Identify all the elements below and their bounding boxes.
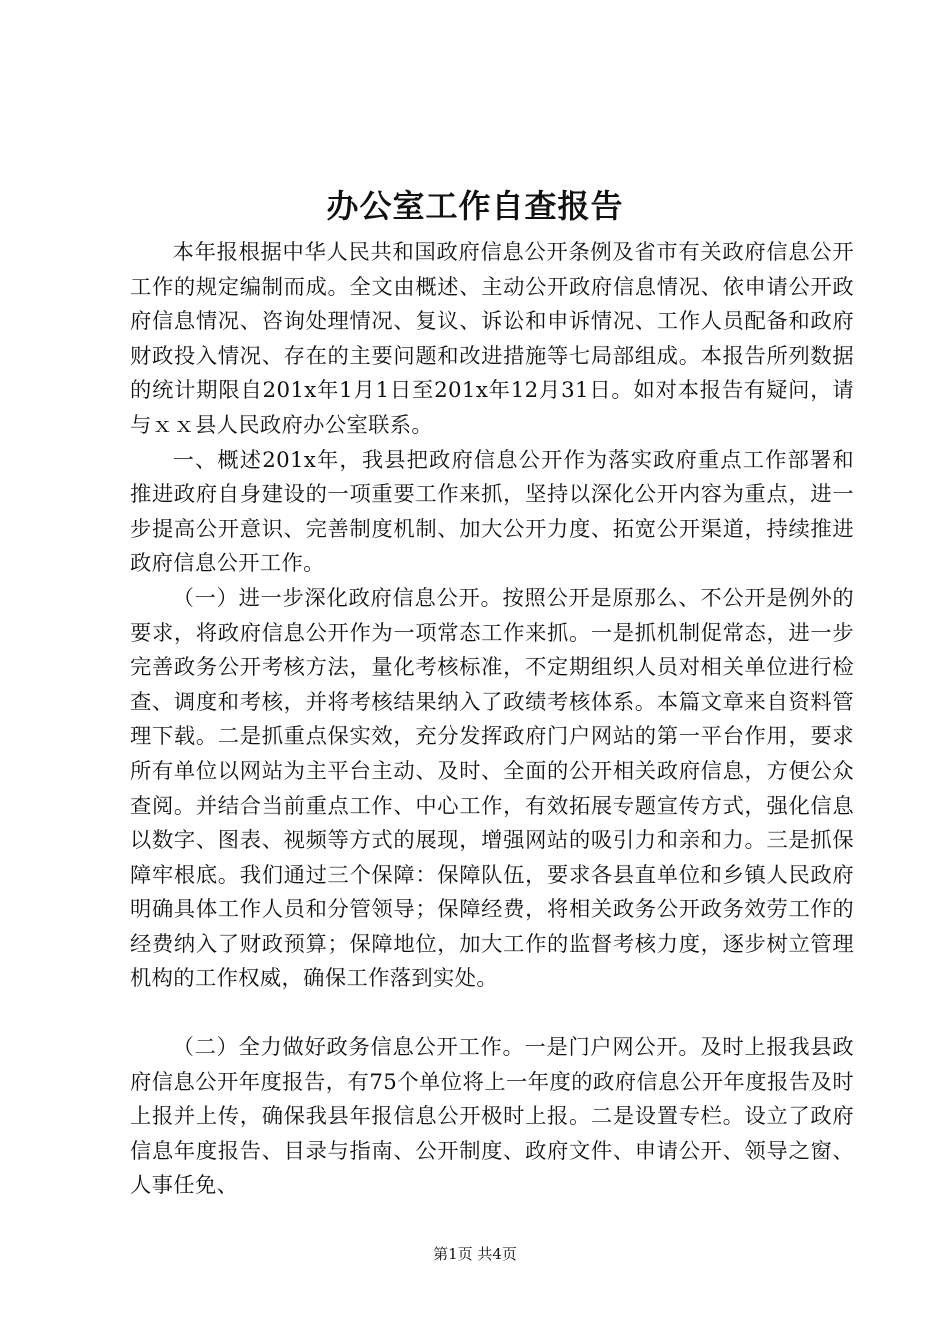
paragraph-overview: 一、概述201x年，我县把政府信息公开作为落实政府重点工作部署和推进政府自身建设的一项重要工作来抓，坚持以深化公开内容为重点，进一步提高公开意识、完善制度机制、加大公开力度、拓宽公开渠道，持续推进政府信息公开工作。 [130, 447, 854, 577]
paragraph-intro: 本年报根据中华人民共和国政府信息公开条例及省市有关政府信息公开工作的规定编制而成。全文由概述、主动公开政府信息情况、依申请公开政府信息情况、咨询处理情况、复议、诉讼和申诉情况、工作人员配备和政府财政投入情况、存在的主要问题和改进措施等七局部组成。本报告所列数据的统计期限自201x年1月1日至201x年12月31日。如对本报告有疑问，请与ｘｘ县人民政府办公室联系。 [130, 240, 854, 438]
paragraph-section-1: （一）进一步深化政府信息公开。按照公开是原那么、不公开是例外的要求，将政府信息公开作为一项常态工作来抓。一是抓机制促常态，进一步完善政务公开考核方法，量化考核标准，不定期组织人员对相关单位进行检查、调度和考核，并将考核结果纳入了政绩考核体系。本篇文章来自资料管理下载。二是抓重点保实效，充分发挥政府门户网站的第一平台作用，要求所有单位以网站为主平台主动、及时、全面的公开相关政府信息，方便公众查阅。并结合当前重点工作、中心工作，有效拓展专题宣传方式，强化信息以数字、图表、视频等方式的展现，增强网站的吸引力和亲和力。三是抓保障牢根底。我们通过三个保障：保障队伍，要求各县直单位和乡镇人民政府明确具体工作人员和分管领导；保障经费，将相关政务公开政务效劳工作的经费纳入了财政预算；保障地位，加大工作的监督考核力度，逐步树立管理机构的工作权威，确保工作落到实处。 [130, 585, 854, 992]
document-title: 办公室工作自查报告 [326, 187, 624, 225]
document-body [130, 236, 854, 1204]
paragraph-section-2: （二）全力做好政务信息公开工作。一是门户网公开。及时上报我县政府信息公开年度报告，有75个单位将上一年度的政府信息公开年度报告及时上报并上传，确保我县年报信息公开极时上报。二是设置专栏。设立了政府信息年度报告、目录与指南、公开制度、政府文件、申请公开、领导之窗、人事任免、 [130, 1035, 854, 1199]
page-number: 第1页 共4页 [433, 1245, 517, 1263]
